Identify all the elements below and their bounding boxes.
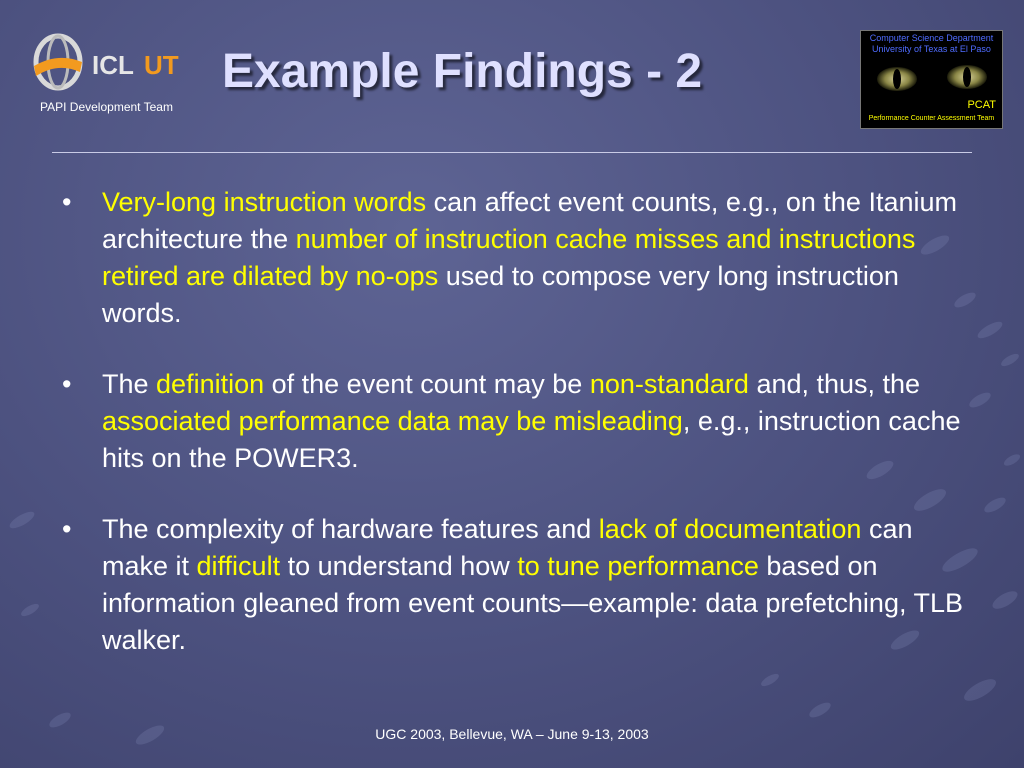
- pcat-logo: [860, 30, 1003, 129]
- highlight-text: Very-long instruction words: [102, 187, 427, 217]
- bullet-marker: •: [62, 187, 72, 217]
- cat-eyes-icon: [867, 61, 997, 101]
- ut-text: UT: [144, 50, 179, 80]
- pcat-team-text: Performance Counter Assessment Team: [868, 115, 995, 122]
- body-text: to understand how: [280, 551, 518, 581]
- highlight-text: number of instruction cache misses and instructions retired are dilated by no-ops: [102, 224, 916, 291]
- bullet-list: [62, 184, 982, 693]
- bullet-item-vliw: [62, 184, 982, 332]
- body-text: used to compose very long instruction words.: [102, 261, 899, 328]
- pcat-label: PCAT: [967, 99, 996, 111]
- highlight-text: definition: [156, 369, 265, 399]
- slide-title: Example Findings - 2: [222, 45, 703, 98]
- title-divider: [52, 152, 972, 153]
- highlight-text: difficult: [196, 551, 281, 581]
- icl-logo-icon: [30, 32, 195, 92]
- bullet-item-definition: [62, 366, 982, 477]
- icl-text: ICL: [92, 50, 134, 80]
- body-text: can make it: [102, 514, 913, 581]
- highlight-text: to tune performance: [517, 551, 759, 581]
- icl-ut-logo: [30, 32, 195, 92]
- body-text: can affect event counts, e.g., on the Itanium architecture the: [102, 187, 957, 254]
- body-text: The complexity of hardware features and: [102, 514, 599, 544]
- highlight-text: associated performance data may be misleading: [102, 406, 683, 436]
- bullet-item-complexity: [62, 511, 982, 659]
- logo-subtitle: PAPI Development Team: [40, 100, 173, 114]
- body-text: The: [102, 369, 157, 399]
- pcat-dept-text: Computer Science Department: [869, 33, 994, 43]
- pcat-univ-text: University of Texas at El Paso: [872, 44, 991, 54]
- highlight-text: lack of documentation: [598, 514, 862, 544]
- highlight-text: non-standard: [589, 369, 749, 399]
- body-text: and, thus, the: [748, 369, 921, 399]
- body-text: , e.g., instruction cache hits on the POWER3.: [102, 406, 961, 473]
- bullet-marker: •: [62, 369, 72, 399]
- slide-footer: UGC 2003, Bellevue, WA – June 9-13, 2003: [375, 726, 649, 742]
- body-text: based on information gleaned from event counts—example: data prefetching, TLB walker.: [102, 551, 963, 655]
- body-text: of the event count may be: [264, 369, 590, 399]
- bullet-marker: •: [62, 514, 72, 544]
